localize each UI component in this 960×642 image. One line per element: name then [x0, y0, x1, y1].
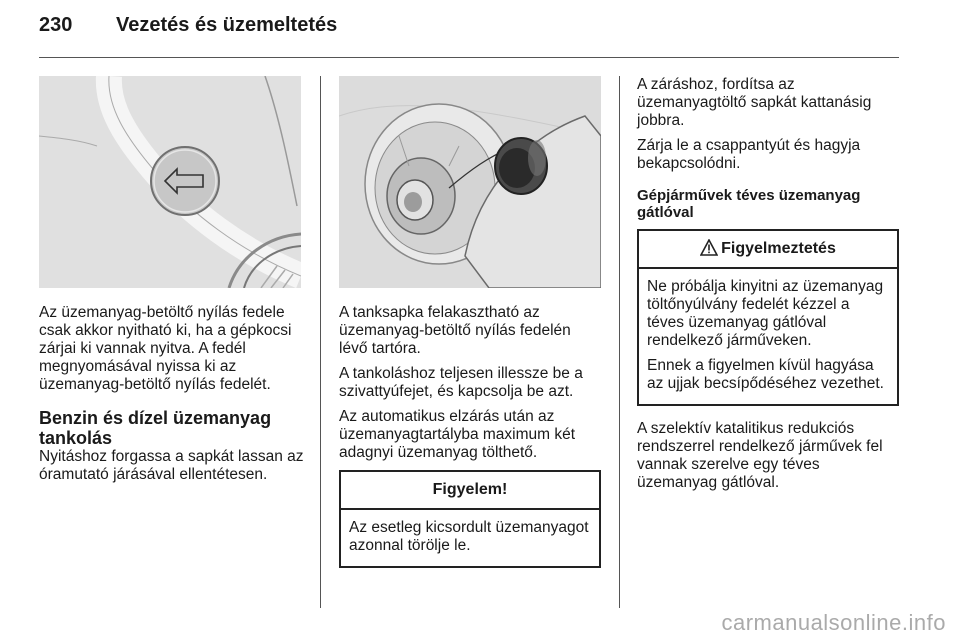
warning-box — [637, 229, 899, 406]
column-1 — [39, 304, 309, 491]
page-number: 230 — [39, 14, 73, 36]
auto-shutoff-paragraph: Az automatikus elzárás után az üzemanyagtartályba maximum két adagnyi üzemanyag tölthető. — [339, 408, 576, 461]
notice-title: Figyelem! — [341, 472, 599, 510]
section-heading-refueling: Benzin és dízel üzemanyag tankolás — [39, 408, 272, 448]
warning-text-1: Ne próbálja kinyitni az üzemanyag töltőnyúlvány fedelét kézzel a téves üzemanyag gátlóval rendelkező járműveken. — [647, 278, 884, 349]
warning-header — [639, 231, 897, 269]
scr-paragraph: A szelektív katalitikus redukciós rendszerrel rendelkező járművek fel vannak szerelve egy téves üzemanyag gátlóval. — [637, 420, 883, 491]
fuel-door-arrow-illustration — [39, 76, 301, 288]
column-divider-1 — [320, 76, 321, 608]
nozzle-paragraph: A tankoláshoz teljesen illessze be a szivattyúfejet, és kapcsolja be azt. — [339, 365, 583, 400]
warning-title: Figyelmeztetés — [721, 240, 836, 257]
section-heading-misfuel: Gépjárművek téves üzemanyag gátlóval — [637, 187, 861, 221]
open-cap-paragraph: Nyitáshoz forgassa a sapkát lassan az óramutató járásával ellentétesen. — [39, 448, 304, 483]
warning-triangle-icon — [700, 234, 718, 270]
notice-text: Az esetleg kicsordult üzemanyagot azonnal törölje le. — [349, 519, 589, 554]
notice-box — [339, 470, 601, 568]
close-cap-paragraph: A záráshoz, fordítsa az üzemanyagtöltő sapkát kattanásig jobbra. — [637, 76, 872, 129]
header-rule — [39, 57, 899, 58]
page-title: Vezetés és üzemeltetés — [116, 14, 338, 36]
cap-holder-paragraph: A tanksapka felakasztható az üzemanyag-betöltő nyílás fedelén lévő tartóra. — [339, 304, 571, 357]
fuel-door-paragraph: Az üzemanyag-betöltő nyílás fedele csak akkor nyitható ki, ha a gépkocsi zárjai ki vannak nyitva. A fedél megnyomásával nyissa ki az üzemanyag-betöltő nyílás fedelét. — [39, 304, 292, 393]
warning-text-2: Ennek a figyelmen kívül hagyása az ujjak becsípődéséhez vezethet. — [647, 357, 884, 392]
column-3 — [637, 76, 899, 499]
watermark: carmanualsonline.info — [721, 610, 946, 635]
fuel-cap-on-holder-illustration — [339, 76, 601, 288]
column-2 — [339, 304, 601, 568]
column-divider-2 — [619, 76, 620, 608]
close-flap-paragraph: Zárja le a csappantyút és hagyja bekapcsolódni. — [637, 137, 861, 172]
